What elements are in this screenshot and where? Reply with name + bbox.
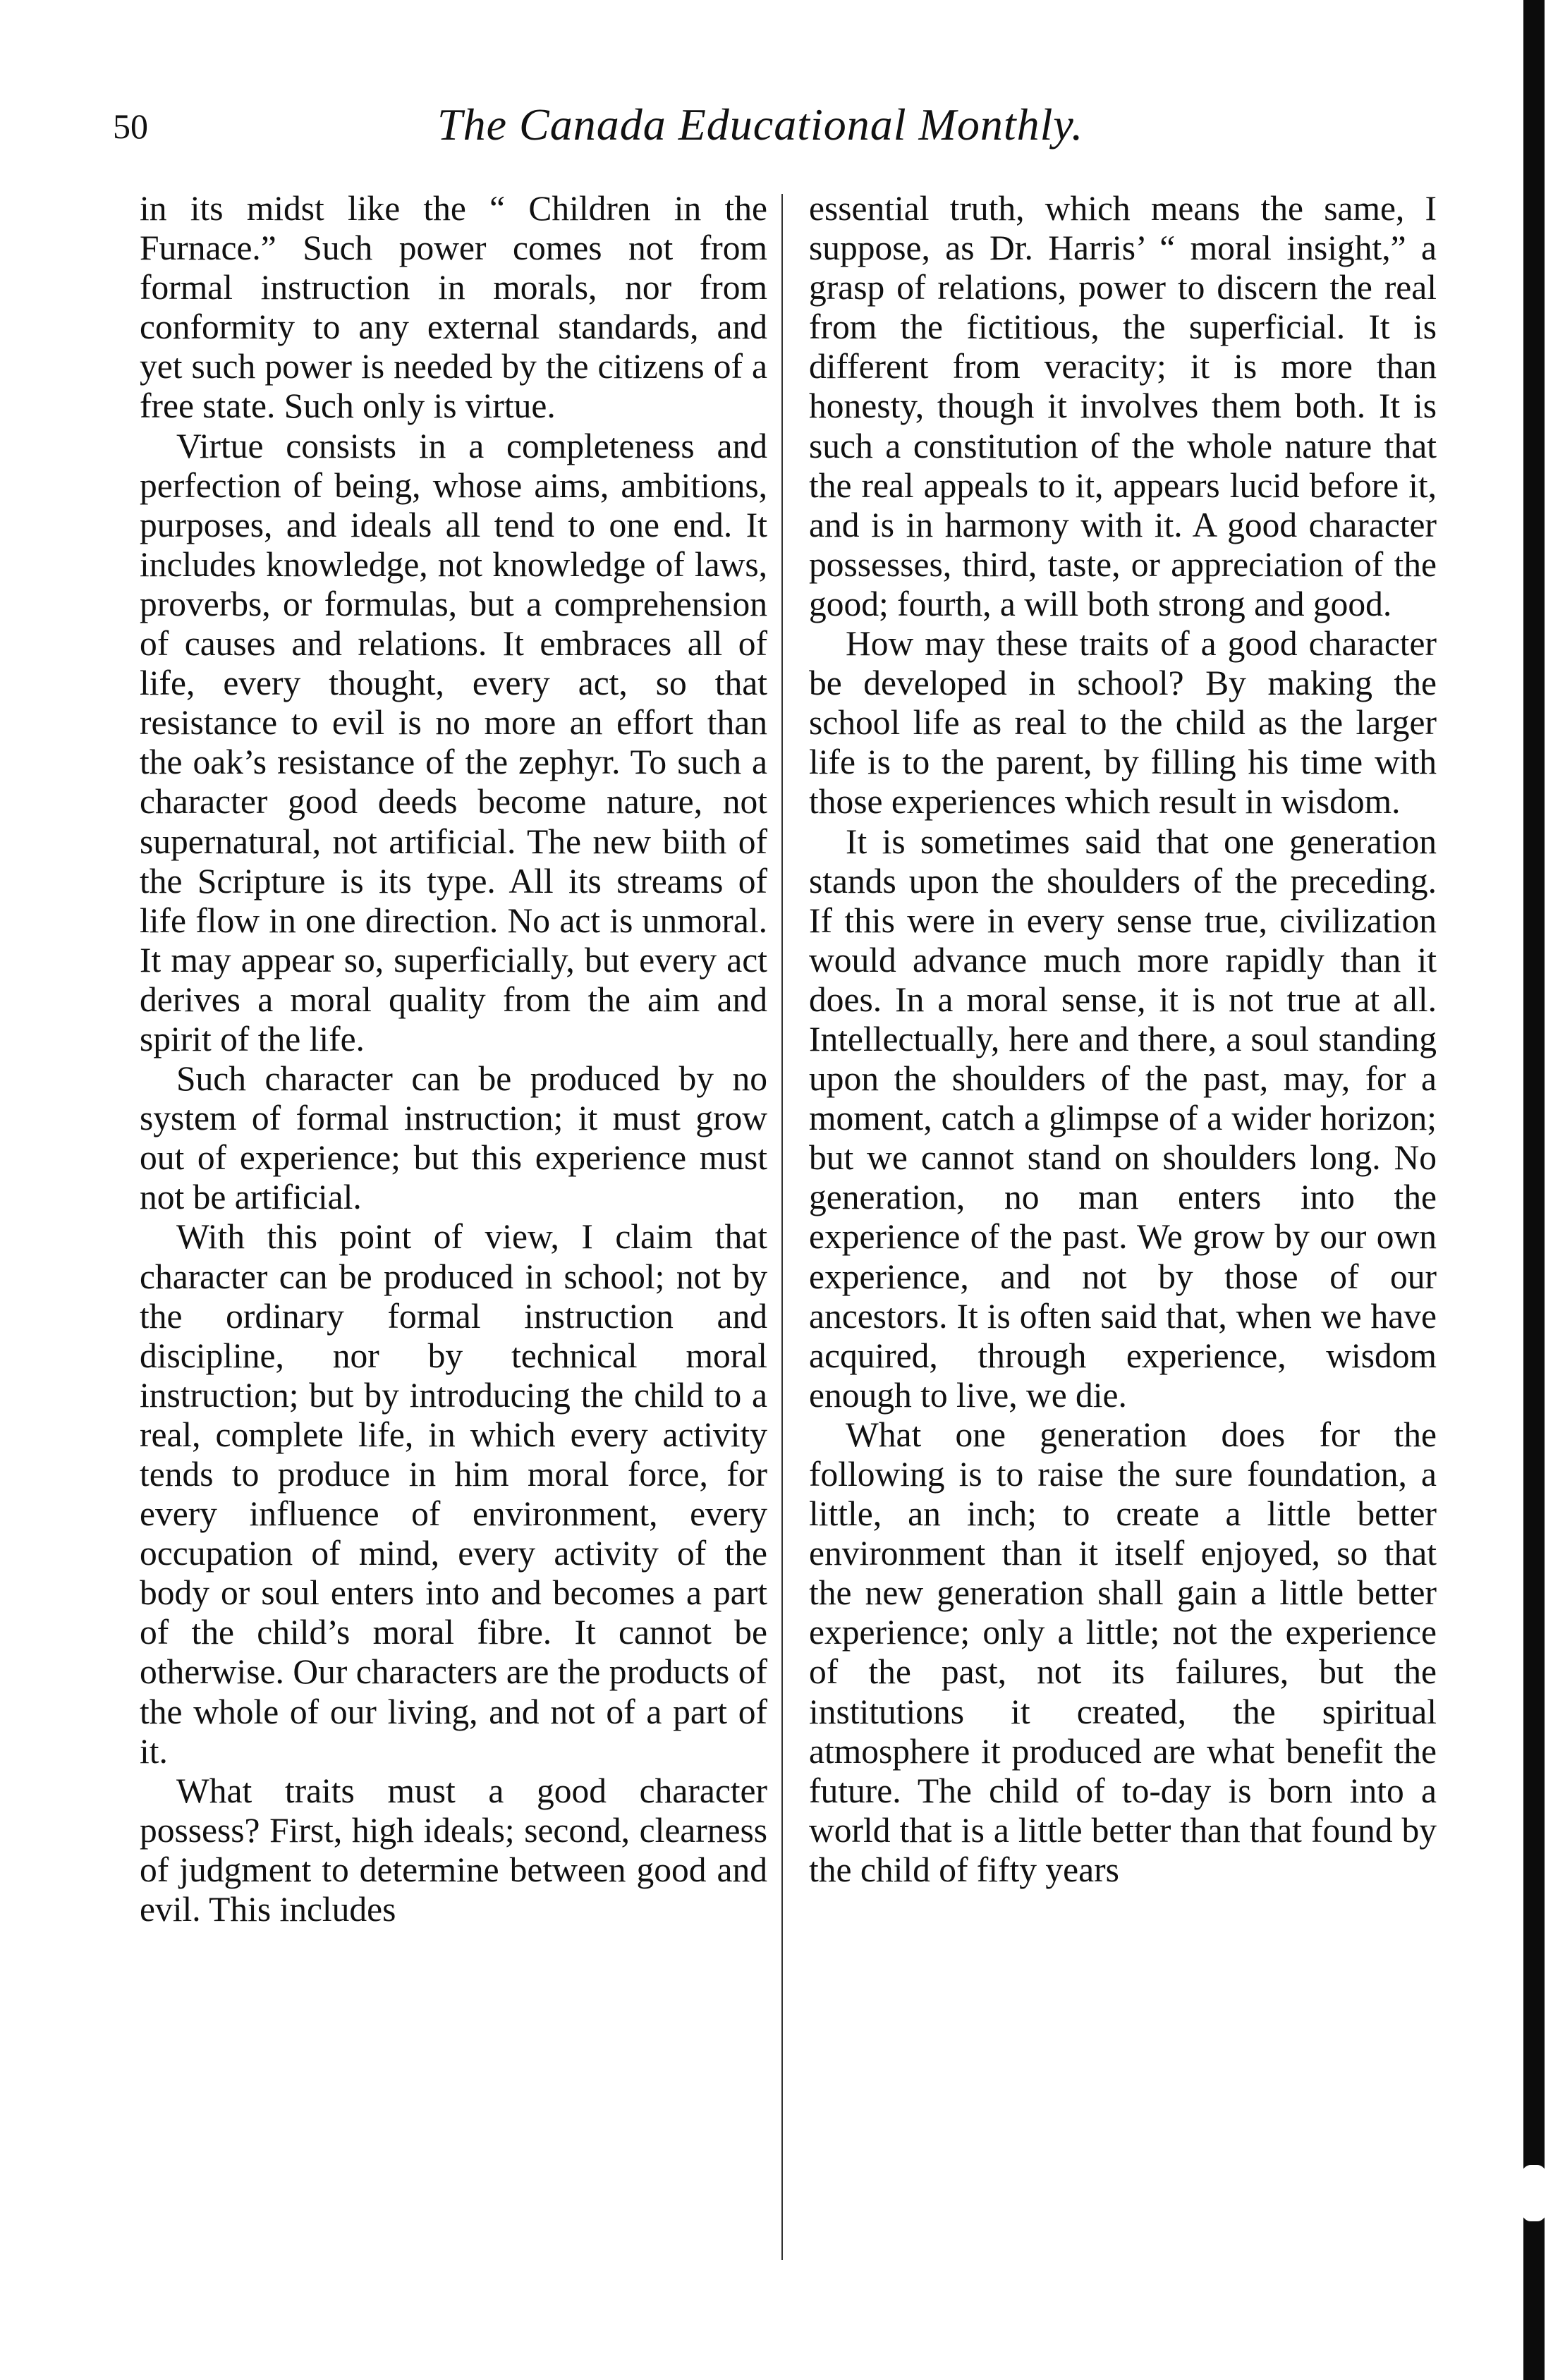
column-rule — [781, 194, 783, 2260]
right-paragraph-4: What one generation does for the following is to raise the sure foundation, a little, an inch; to create a little better environment than it itself enjoyed, so that the new generation shall gain a little better experience; only a little; not the experience of the past, not its failures, but the institutions it created, the spiritual atmosphere it produced are what benefit the future. The child of to-day is born into a world that is a little better than that found by the child of fifty years — [809, 1415, 1437, 1889]
left-paragraph-3: Such character can be produced by no system of formal instruction; it must grow out of experience; but this experience must not be artificial. — [140, 1059, 767, 1217]
left-paragraph-2: Virtue consists in a completeness and perfection of being, whose aims, ambitions, purposes, and ideals all tend to one end. It includes knowledge, not knowledge of laws, proverbs, or formulas, but a comprehension of causes and relations. It embraces all of life, every thought, every act, so that resistance to evil is no more an effort than the oak’s resistance of the zephyr. To such a character good deeds become nature, not supernatural, not artificial. The new biith of the Scripture is its type. All its streams of life flow in one direction. No act is unmoral. It may appear so, superficially, but every act derives a moral quality from the aim and spirit of the life. — [140, 426, 767, 1058]
right-column — [809, 189, 1437, 1890]
left-paragraph-4: With this point of view, I claim that character can be produced in school; not by the ordinary formal instruction and discipline, nor by technical moral instruction; but by introducing the child to a real, complete life, in which every activity tends to produce in him moral force, for every influence of environment, every occupation of mind, every activity of the body or soul enters into and becomes a part of the child’s moral fibre. It cannot be otherwise. Our characters are the products of the whole of our living, and not of a part of it. — [140, 1217, 767, 1771]
right-paragraph-3: It is sometimes said that one generation stands upon the shoulders of the preceding. If this were in every sense true, civilization would advance much more rapidly than it does. In a moral sense, it is not true at all. Intellectually, here and there, a soul standing upon the shoulders of the past, may, for a moment, catch a glimpse of a wider horizon; but we cannot stand on shoulders long. No generation, no man enters into the experience of the past. We grow by our own experience, and not by those of our ancestors. It is often said that, when we have acquired, through experience, wisdom enough to live, we die. — [809, 822, 1437, 1415]
left-paragraph-1: in its midst like the “ Children in the Furnace.” Such power comes not from formal instruction in morals, nor from conformity to any external standards, and yet such power is needed by the citizens of a free state. Such only is virtue. — [140, 189, 767, 426]
page-number: 50 — [113, 106, 148, 146]
running-title: The Canada Educational Monthly. — [437, 99, 1084, 149]
scan-edge-bar — [1523, 0, 1545, 2380]
right-paragraph-1: essential truth, which means the same, I suppose, as Dr. Harris’ “ moral insight,” a grasp of relations, power to discern the real from the fictitious, the superficial. It is different from veracity; it is more than honesty, though it involves them both. It is such a constitution of the whole nature that the real appeals to it, appears lucid before it, and is in harmony with it. A good character possesses, third, taste, or appreciation of the good; fourth, a will both strong and good. — [809, 189, 1437, 623]
right-paragraph-2: How may these traits of a good character be developed in school? By making the school life as real to the child as the larger life is to the parent, by filling his time with those experiences which result in wisdom. — [809, 624, 1437, 822]
left-paragraph-5: What traits must a good character possess? First, high ideals; second, clearness of judgment to determine between good and evil. This includes — [140, 1771, 767, 1929]
scan-edge-mark — [1518, 2165, 1550, 2221]
left-column — [140, 189, 767, 1929]
